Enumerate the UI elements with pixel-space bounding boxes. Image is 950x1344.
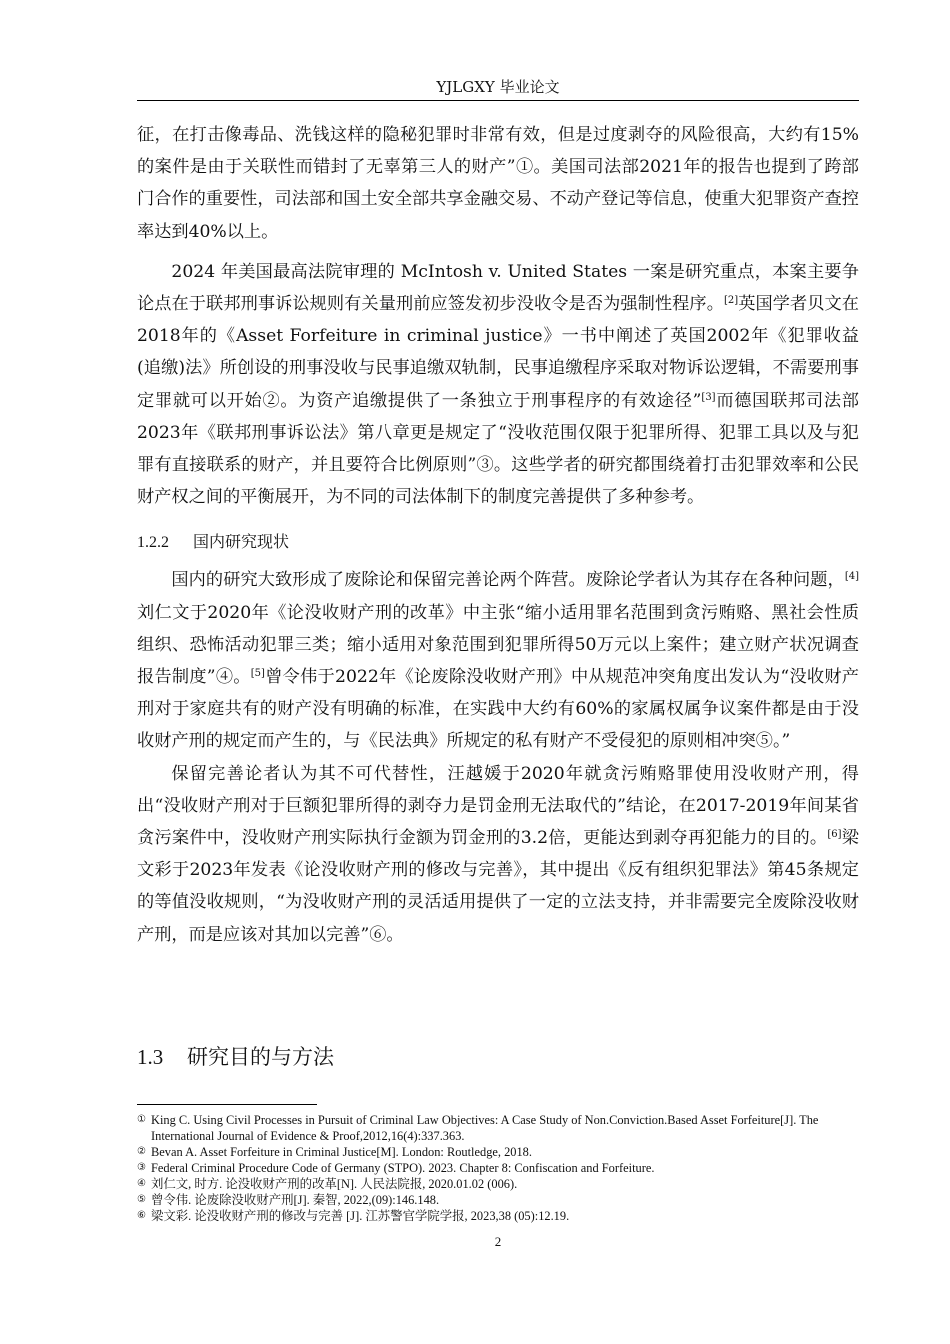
paragraph-2: 2024 年美国最高法院审理的 McIntosh v. United States 一案是研究重点，本案主要争论点在于联邦刑事诉讼规则有关量刑前应签发初步没收令是否为强制性程序。[2]英国学者贝文在2018年的《Asset Forfeiture in criminal justice》一书中阐述了英国2002年《犯罪收益(追缴)法》所创设的刑事没收与民事追缴双轨制，民事追缴程序采取对物诉讼逻辑，不需要刑事定罪就可以开始②。为资产追缴提供了一条独立于刑事程序的有效途径”[3]而德国联邦司法部2023年《联邦刑事诉讼法》第八章更是规定了“没收范围仅限于犯罪所得、犯罪工具以及与犯罪有直接联系的财产，并且要符合比例原则”③。这些学者的研究都围绕着打击犯罪效率和公民财产权之间的平衡展开，为不同的司法体制下的制度完善提供了多种参考。: [137, 261, 859, 508]
footnotes: [137, 1112, 859, 1224]
footnote-mark: ④: [137, 1178, 146, 1189]
header-divider: [137, 100, 859, 101]
footnote: ② Bevan A. Asset Forfeiture in Criminal Justice[M]. London: Routledge, 2018.: [137, 1145, 532, 1159]
section-number: 1.2.2: [137, 534, 169, 552]
footnote-mark: ⑥: [137, 1210, 146, 1221]
page-number: 2: [494, 1234, 502, 1249]
paragraph-3: 国内的研究大致形成了废除论和保留完善论两个阵营。废除论学者认为其存在各种问题，[4]刘仁文于2020年《论没收财产刑的改革》中主张“缩小适用罪名范围到贪污贿赂、黑社会性质组织、恐怖活动犯罪三类；缩小适用对象范围到犯罪所得50万元以上案件；建立财产状况调查报告制度”④。[5]曾令伟于2022年《论废除没收财产刑》中从规范冲突角度出发认为“没收财产刑对于家庭共有的财产没有明确的标准，在实践中大约有60%的家属权属争议案件都是由于没收财产刑的规定而产生的，与《民法典》所规定的私有财产不受侵犯的原则相冲突⑤。”: [137, 570, 859, 752]
section-heading-1-2-2: [137, 527, 859, 558]
footnote: ① King C. Using Civil Processes in Pursuit of Criminal Law Objectives: A Case Study of Non.Conviction.Based Asset Forfeiture[J]. The International Journal of Evidence & Proof,2012,16(4):337.363.: [137, 1113, 819, 1143]
footnote-divider: [137, 1104, 317, 1105]
footnote: ③ Federal Criminal Procedure Code of Germany (STPO). 2023. Chapter 8: Confiscation and Forfeiture.: [137, 1161, 655, 1175]
citation-ref[interactable]: [6]: [827, 829, 842, 841]
section-heading-1-3: [137, 1042, 334, 1072]
paragraph-4: 保留完善论者认为其不可代替性，汪越媛于2020年就贪污贿赂罪使用没收财产刑，得出“没收财产刑对于巨额犯罪所得的剥夺力是罚金刑无法取代的”结论，在2017-2019年间某省贪污案件中，没收财产刑实际执行金额为罚金刑的3.2倍，更能达到剥夺再犯能力的目的。[6]梁文彩于2023年发表《论没收财产刑的修改与完善》，其中提出《反有组织犯罪法》第45条规定的等值没收规则，“为没收财产刑的灵活适用提供了一定的立法支持，并非需要完全废除没收财产刑，而是应该对其加以完善”⑥。: [137, 763, 859, 945]
footnote-mark: ①: [137, 1114, 146, 1125]
footnote-mark: ③: [137, 1162, 146, 1173]
page-header: YJLGXY 毕业论文: [436, 78, 560, 96]
body-text: [137, 119, 859, 951]
citation-ref[interactable]: [5]: [250, 668, 265, 680]
citation-ref[interactable]: [2]: [723, 295, 739, 307]
footnote-mark: ⑤: [137, 1194, 146, 1205]
footnote: ⑤ 曾令伟. 论废除没收财产刑[J]. 秦智, 2022,(09):146.148.: [137, 1193, 440, 1207]
section-title: 研究目的与方法: [187, 1045, 334, 1069]
footnote-mark: ②: [137, 1146, 146, 1157]
footnote: ④ 刘仁文, 时方. 论没收财产刑的改革[N]. 人民法院报, 2020.01.02 (006).: [137, 1177, 518, 1191]
citation-ref[interactable]: [3]: [701, 391, 716, 403]
paragraph-1: 征，在打击像毒品、洗钱这样的隐秘犯罪时非常有效，但是过度剥夺的风险很高，大约有15%的案件是由于关联性而错封了无辜第三人的财产”①。美国司法部2021年的报告也提到了跨部门合作的重要性，司法部和国土安全部共享金融交易、不动产登记等信息，使重大犯罪资产查控率达到40%以上。: [137, 125, 859, 242]
section-number: 1.3: [137, 1045, 164, 1069]
section-title: 国内研究现状: [193, 532, 290, 552]
footnote: ⑥ 梁文彩. 论没收财产刑的修改与完善 [J]. 江苏警官学院学报, 2023,38 (05):12.19.: [137, 1209, 570, 1223]
citation-ref[interactable]: [4]: [844, 571, 859, 583]
